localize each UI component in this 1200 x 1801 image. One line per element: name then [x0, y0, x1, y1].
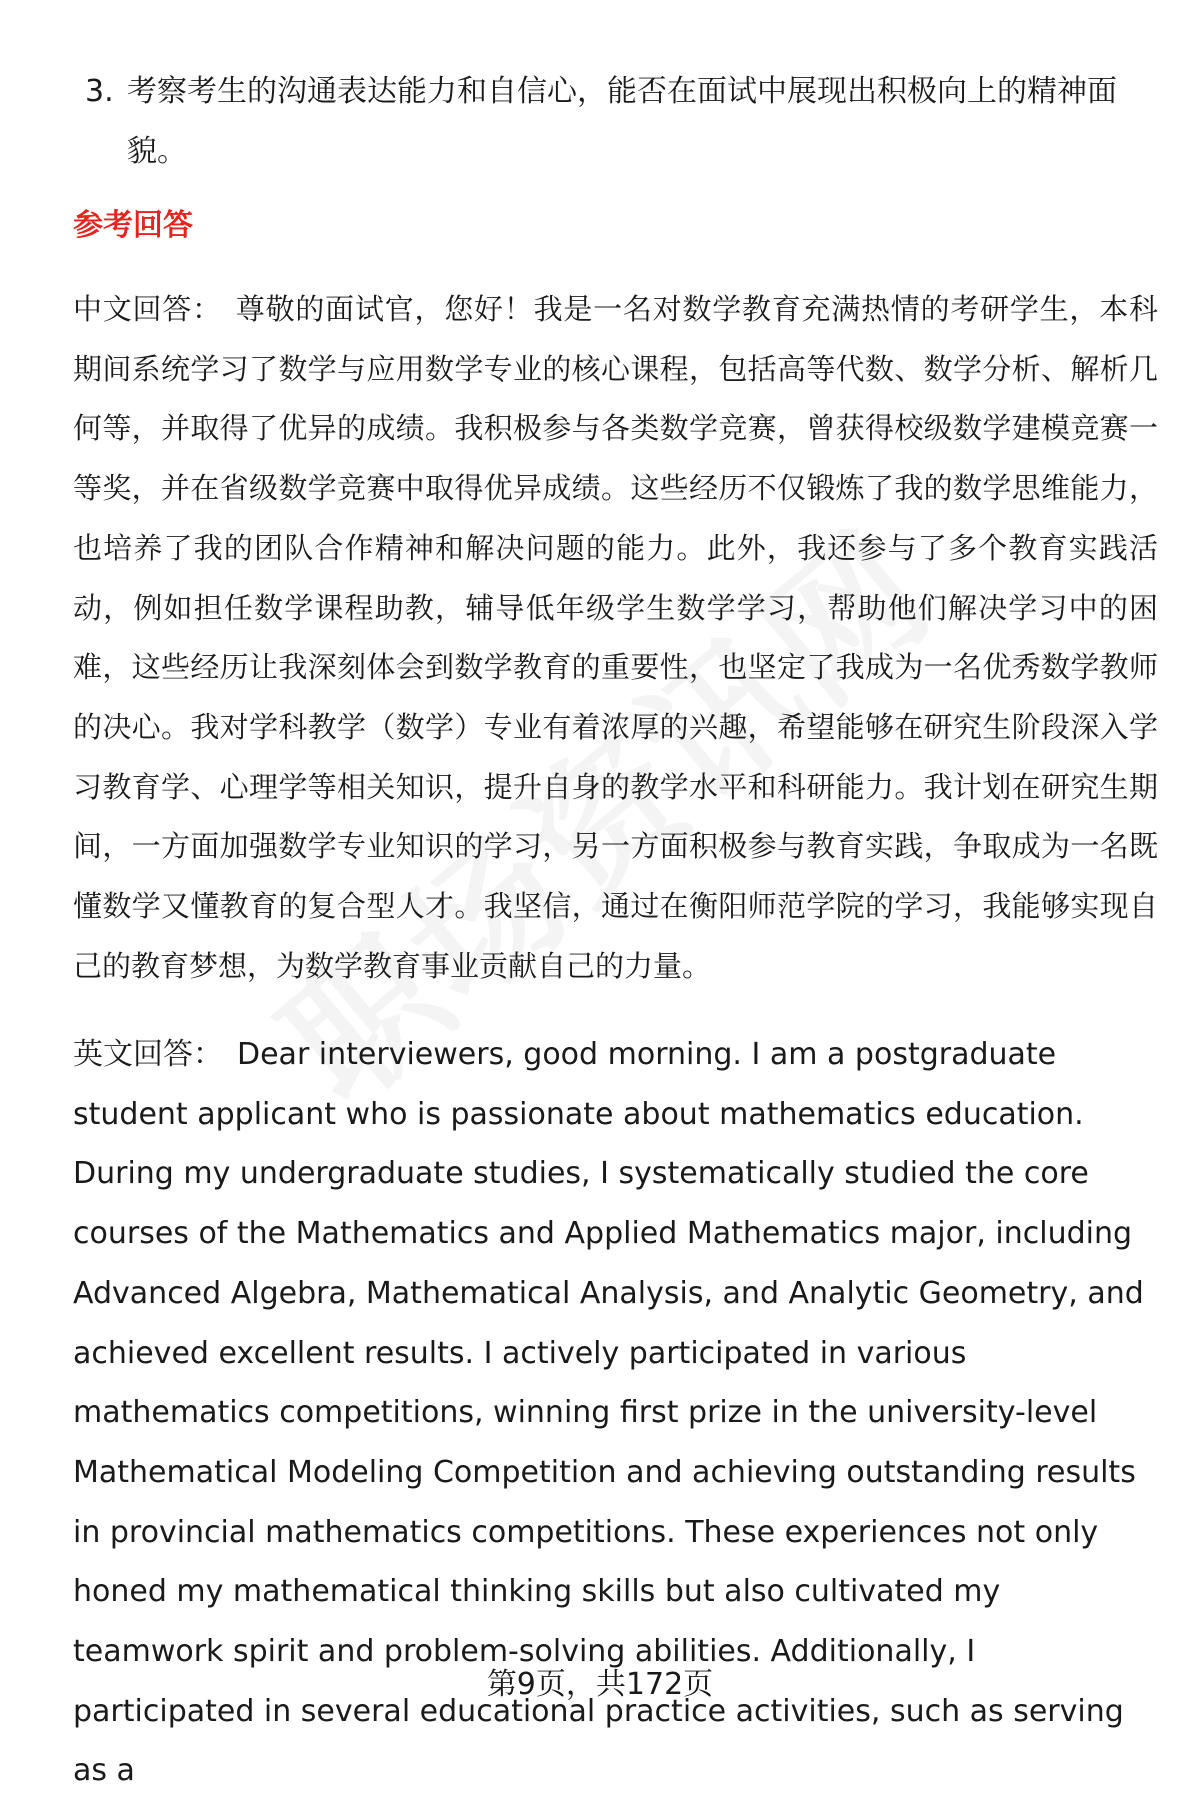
english-answer-label: 英文回答：: [73, 1037, 223, 1072]
list-item-3: [85, 62, 1155, 182]
chinese-answer-text: 尊敬的面试官，您好！我是一名对数学教育充满热情的考研学生，本科期间系统学习了数学与应用数学专业的核心课程，包括高等代数、数学分析、解析几何等，并取得了优异的成绩。我积极参与各类数学竞赛，曾获得校级数学建模竞赛一等奖，并在省级数学竞赛中取得优异成绩。这些经历不仅锻炼了我的数学思维能力，也培养了我的团队合作精神和解决问题的能力。此外，我还参与了多个教育实践活动，例如担任数学课程助教，辅导低年级学生数学学习，帮助他们解决学习中的困难，这些经历让我深刻体会到数学教育的重要性，也坚定了我成为一名优秀数学教师的决心。我对学科教学（数学）专业有着浓厚的兴趣，希望能够在研究生阶段深入学习教育学、心理学等相关知识，提升自身的教学水平和科研能力。我计划在研究生期间，一方面加强数学专业知识的学习，另一方面积极参与教育实践，争取成为一名既懂数学又懂教育的复合型人才。我坚信，通过在衡阳师范学院的学习，我能够实现自己的教育梦想，为数学教育事业贡献自己的力量。: [73, 292, 1158, 983]
page-number-footer: 第9页，共172页: [486, 1667, 714, 1702]
list-item-text: 考察考生的沟通表达能力和自信心，能否在面试中展现出积极向上的精神面貌。: [127, 74, 1117, 169]
section-heading: 参考回答: [73, 208, 193, 243]
chinese-answer-paragraph: [73, 280, 1158, 996]
english-answer-text: Dear interviewers, good morning. I am a postgraduate student applicant who is passionate about mathematics education. During my undergraduate studies, I systematically studied the core courses of the Mathematics and Applied Mathematics major, including Advanced Algebra, Mathematical Analysis, and Analytic Geometry, and achieved excellent results. I actively participated in various mathematics competitions, winning first prize in the university-level Mathematical Modeling Competition and achieving outstanding results in provincial mathematics competitions. These experiences not only honed my mathematical thinking skills but also cultivated my teamwork spirit and problem-solving abilities. Additionally, I participated in several educational practice activities, such as serving as a: [73, 1037, 1144, 1789]
chinese-answer-label: 中文回答：: [73, 292, 222, 326]
list-item-number: 3.: [85, 74, 114, 109]
